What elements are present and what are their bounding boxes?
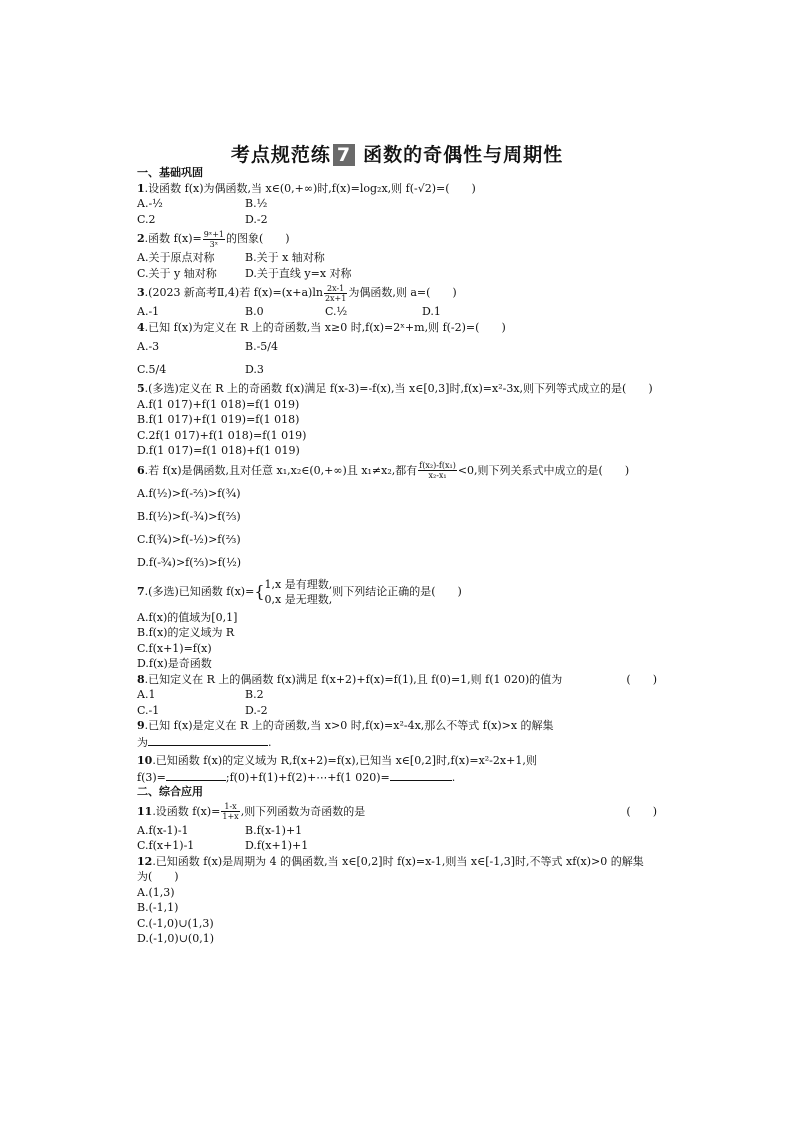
q12-option-a: A.(1,3)	[137, 885, 175, 899]
q1-option-d: D.-2	[245, 212, 268, 226]
q3-option-b: B.0	[245, 305, 264, 318]
question-1: 1.设函数 f(x)为偶函数,当 x∈(0,+∞)时,f(x)=log₂x,则 f(-√2)=( )	[137, 181, 476, 195]
question-3: 3.(2023 新高考Ⅱ,4)若 f(x)=(x+a)ln $\frac{2x-1}{2x+1}$ 为偶函数,则 a=( )	[137, 283, 457, 303]
q2-option-a: A.关于原点对称	[137, 251, 215, 264]
section-comprehensive: 二、综合应用	[137, 785, 203, 798]
q11-option-c: C.f(x+1)-1	[137, 839, 195, 852]
q5-option-a: A.f(1 017)+f(1 018)=f(1 019)	[137, 397, 300, 411]
q1-option-b: B.½	[245, 197, 268, 210]
question-12: 12.已知函数 f(x)是周期为 4 的偶函数,当 x∈[0,2]时 f(x)=x-1,则当 x∈[-1,3]时,不等式 xf(x)>0 的解集	[137, 854, 644, 868]
q3-option-a: A.-1	[137, 305, 160, 318]
q8-option-b: B.2	[245, 688, 264, 701]
q6-option-a: A.f(½)>f(-⅔)>f(¾)	[137, 486, 241, 500]
question-2: 2.函数 f(x)= $\frac{\text{9ˣ+1}}{\text{3ˣ}}$ 的图象( )	[137, 229, 290, 249]
q4-options-row1	[137, 335, 657, 358]
q2-option-c: C.关于 y 轴对称	[137, 266, 217, 280]
q12-option-b: B.(-1,1)	[137, 901, 179, 914]
page-title	[0, 140, 794, 167]
q11-answer-paren: ( )	[626, 804, 657, 818]
q5-option-d: D.f(1 017)=f(1 018)+f(1 019)	[137, 444, 300, 457]
question-7: 7.(多选)已知函数 f(x)={ 1,x 是有理数, 0,x 是无理数, 则下列结论正确的是( )	[137, 577, 462, 606]
q11-option-d: D.f(x+1)+1	[245, 839, 309, 852]
q4-option-c: C.5/4	[137, 363, 167, 376]
q3-fraction: $\frac{2x-1}{2x+1}$	[324, 283, 347, 303]
q7-option-c: C.f(x+1)=f(x)	[137, 641, 212, 655]
q1-option-a: A.-½	[137, 197, 163, 210]
q11-option-b: B.f(x-1)+1	[245, 823, 303, 837]
q4-option-a: A.-3	[137, 340, 160, 353]
question-4: 4.已知 f(x)为定义在 R 上的奇函数,当 x≥0 时,f(x)=2ˣ+m,则 f(-2)=( )	[137, 320, 506, 334]
q12-option-d: D.(-1,0)∪(0,1)	[137, 932, 215, 945]
title-prefix: 考点规范练	[230, 144, 331, 166]
exercise-body	[137, 165, 657, 947]
q1-options-row1	[137, 196, 657, 212]
q2-option-b: B.关于 x 轴对称	[245, 251, 325, 264]
q7-option-b: B.f(x)的定义域为 R	[137, 626, 235, 639]
question-11: 11.设函数 f(x)= $\frac{1-x}{1+x}$ ,则下列函数为奇函数的是 ( )	[137, 800, 657, 823]
q7-piecewise: 1,x 是有理数, 0,x 是无理数,	[264, 577, 333, 606]
q3-options	[137, 304, 657, 320]
question-10: 10.已知函数 f(x)的定义域为 R,f(x+2)=f(x),已知当 x∈[0,2]时,f(x)=x²-2x+1,则	[137, 754, 537, 767]
q2-option-d: D.关于直线 y=x 对称	[245, 266, 352, 280]
question-9: 9.已知 f(x)是定义在 R 上的奇函数,当 x>0 时,f(x)=x²-4x,那么不等式 f(x)>x 的解集	[137, 719, 554, 732]
q11-options-row1	[137, 823, 657, 839]
q3-option-c: C.½	[325, 305, 348, 318]
q12-question-cont: 为( )	[137, 870, 179, 883]
title-suffix: 函数的奇偶性与周期性	[363, 144, 564, 166]
q10-answer-line: f(3)= ;f(0)+f(1)+f(2)+⋯+f(1 020)= .	[137, 770, 456, 784]
q11-option-a: A.f(x-1)-1	[137, 823, 189, 837]
q7-option-d: D.f(x)是奇函数	[137, 657, 212, 670]
q1-option-c: C.2	[137, 212, 156, 226]
q8-option-d: D.-2	[245, 703, 268, 717]
q5-option-b: B.f(1 017)+f(1 019)=f(1 018)	[137, 413, 300, 426]
q9-answer-line: 为 .	[137, 735, 272, 749]
q11-options-row2	[137, 838, 657, 854]
question-6: 6.若 f(x)是偶函数,且对任意 x₁,x₂∈(0,+∞)且 x₁≠x₂,都有 $\frac{\text{f(x₂)-f(x₁)}}{\text{x₂-x₁}}$ <0,则下列关系式中成立的是( )	[137, 461, 630, 480]
q4-options-row2	[137, 358, 657, 381]
q8-answer-paren: ( )	[626, 672, 657, 686]
brace-icon: {	[254, 581, 265, 601]
q1-options-row2	[137, 212, 657, 228]
q4-option-d: D.3	[245, 363, 264, 376]
q6-option-c: C.f(¾)>f(-½)>f(⅔)	[137, 532, 241, 546]
q6-option-d: D.f(-¾)>f(⅔)>f(½)	[137, 555, 242, 569]
question-8: 8.已知定义在 R 上的偶函数 f(x)满足 f(x+2)+f(x)=f(1),且 f(0)=1,则 f(1 020)的值为 ( )	[137, 672, 657, 686]
q9-answer-blank[interactable]	[148, 734, 268, 746]
q8-option-a: A.1	[137, 688, 156, 701]
q2-options-row1	[137, 250, 657, 266]
q10-answer-blank-1[interactable]	[166, 769, 226, 781]
q3-option-d: D.1	[422, 305, 441, 318]
title-badge: 7	[333, 144, 355, 166]
q8-options-row1	[137, 687, 657, 703]
q4-option-b: B.-5/4	[245, 340, 278, 353]
q7-option-a: A.f(x)的值域为[0,1]	[137, 610, 238, 624]
q6-option-b: B.f(½)>f(-¾)>f(⅔)	[137, 509, 241, 523]
q2-options-row2	[137, 266, 657, 282]
q12-option-c: C.(-1,0)∪(1,3)	[137, 916, 214, 930]
q2-fraction: $\frac{\text{9ˣ+1}}{\text{3ˣ}}$	[203, 229, 225, 249]
q6-fraction: $\frac{\text{f(x₂)-f(x₁)}}{\text{x₂-x₁}}$	[419, 461, 456, 480]
q10-answer-blank-2[interactable]	[390, 769, 452, 781]
q11-fraction: $\frac{1-x}{1+x}$	[222, 802, 239, 821]
q8-options-row2	[137, 703, 657, 719]
q5-option-c: C.2f(1 017)+f(1 018)=f(1 019)	[137, 428, 307, 442]
section-basic: 一、基础巩固	[137, 166, 203, 179]
q8-option-c: C.-1	[137, 703, 160, 717]
question-5: 5.(多选)定义在 R 上的奇函数 f(x)满足 f(x-3)=-f(x),当 x∈[0,3]时,f(x)=x²-3x,则下列等式成立的是( )	[137, 382, 653, 395]
